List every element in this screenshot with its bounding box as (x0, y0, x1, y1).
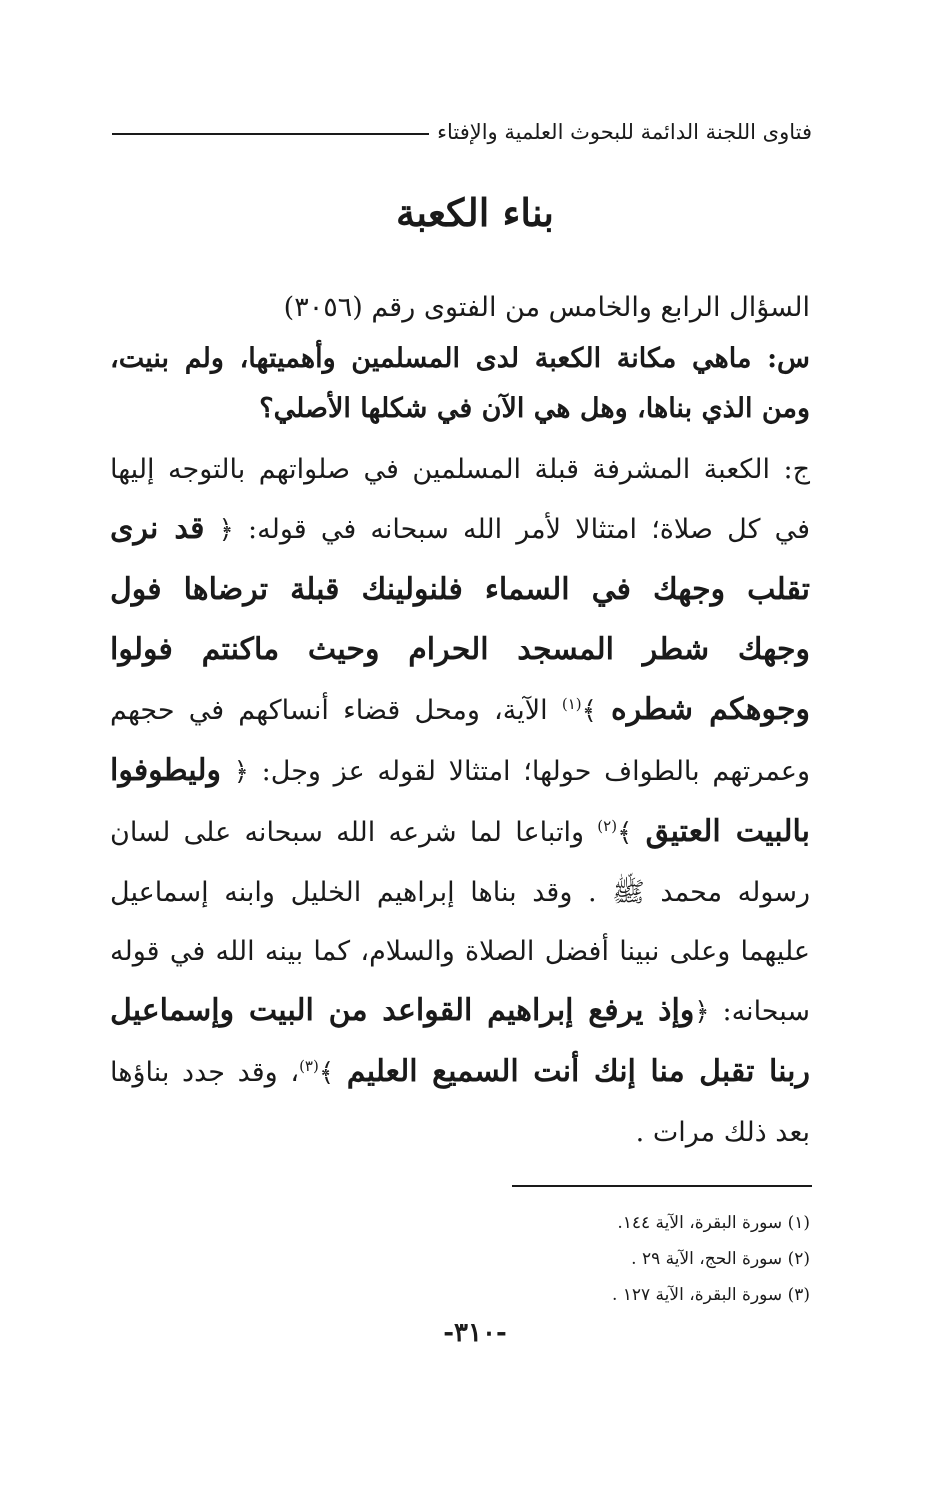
header-rule (112, 133, 429, 135)
footnote-ref-1: (١) (561, 695, 582, 713)
question-intro: السؤال الرابع والخامس من الفتوى رقم (٣٠٥٦) (283, 292, 810, 323)
answer-part-2: الآية، ومحل قضاء أنساكهم في حجهم وعمرتهم بالطواف حولها؛ امتثالا لقوله عز وجل: (110, 695, 810, 787)
question-text: س: ماهي مكانة الكعبة لدى المسلمين وأهميتها، ولم بنيت، ومن الذي بناها، وهل هي الآن في شكلها الأصلي؟ (110, 343, 810, 424)
answer-part-4: ، وقد جدد بناؤها بعد ذلك مرات . (110, 1057, 810, 1148)
footnote-ref-3: (٣) (299, 1057, 319, 1075)
quran-bracket-close: ﴾ (318, 1058, 335, 1088)
answer-part-3: واتباعا لما شرعه الله سبحانه على لسان رسوله محمد ﷺ . وقد بناها إبراهيم الخليل وابنه إسماعيل عليهما وعلى نبينا أفضل الصلاة والسلام، كما بينه الله في قوله سبحانه: (110, 817, 810, 1027)
quran-bracket-open: ﴿ (218, 515, 234, 545)
quran-verse-2: وليطوفوا بالبيت العتيق (110, 753, 810, 849)
footnotes (410, 1205, 810, 1313)
footnote-2: (٢) سورة الحج، الآية ٢٩ . (631, 1249, 810, 1269)
footnote-rule (512, 1185, 812, 1187)
quran-verse-3: وإذ يرفع إبراهيم القواعد من البيت وإسماعيل ربنا تقبل منا إنك أنت السميع العليم (110, 993, 810, 1089)
quran-verse-1: قد نرى تقلب وجهك في السماء فلنولينك قبلة ترضاها فول وجهك شطر المسجد الحرام وحيث ماكنتم فولوا وجوهكم شطره (110, 511, 810, 727)
answer-text (110, 440, 810, 1162)
page-title: بناء الكعبة (395, 190, 554, 235)
footnote-3: (٣) سورة البقرة، الآية ١٢٧ . (611, 1285, 810, 1305)
quran-bracket-close: ﴾ (617, 818, 633, 848)
quran-bracket-close: ﴾ (581, 696, 597, 726)
body-text (110, 282, 810, 1162)
running-header (112, 116, 812, 148)
footnote-1: (١) سورة البقرة، الآية ١٤٤. (617, 1213, 810, 1233)
page-number: -٣١٠- (443, 1318, 507, 1348)
footnote-ref-2: (٢) (597, 817, 618, 835)
quran-bracket-open: ﴿ (233, 757, 249, 787)
answer-part-1: ج: الكعبة المشرفة قبلة المسلمين في صلواتهم بالتوجه إليها في كل صلاة؛ امتثالا لأمر الله سبحانه في قوله: (110, 454, 810, 545)
running-header-title: فتاوى اللجنة الدائمة للبحوث العلمية والإفتاء (437, 120, 812, 144)
quran-bracket-open: ﴿ (694, 997, 710, 1027)
